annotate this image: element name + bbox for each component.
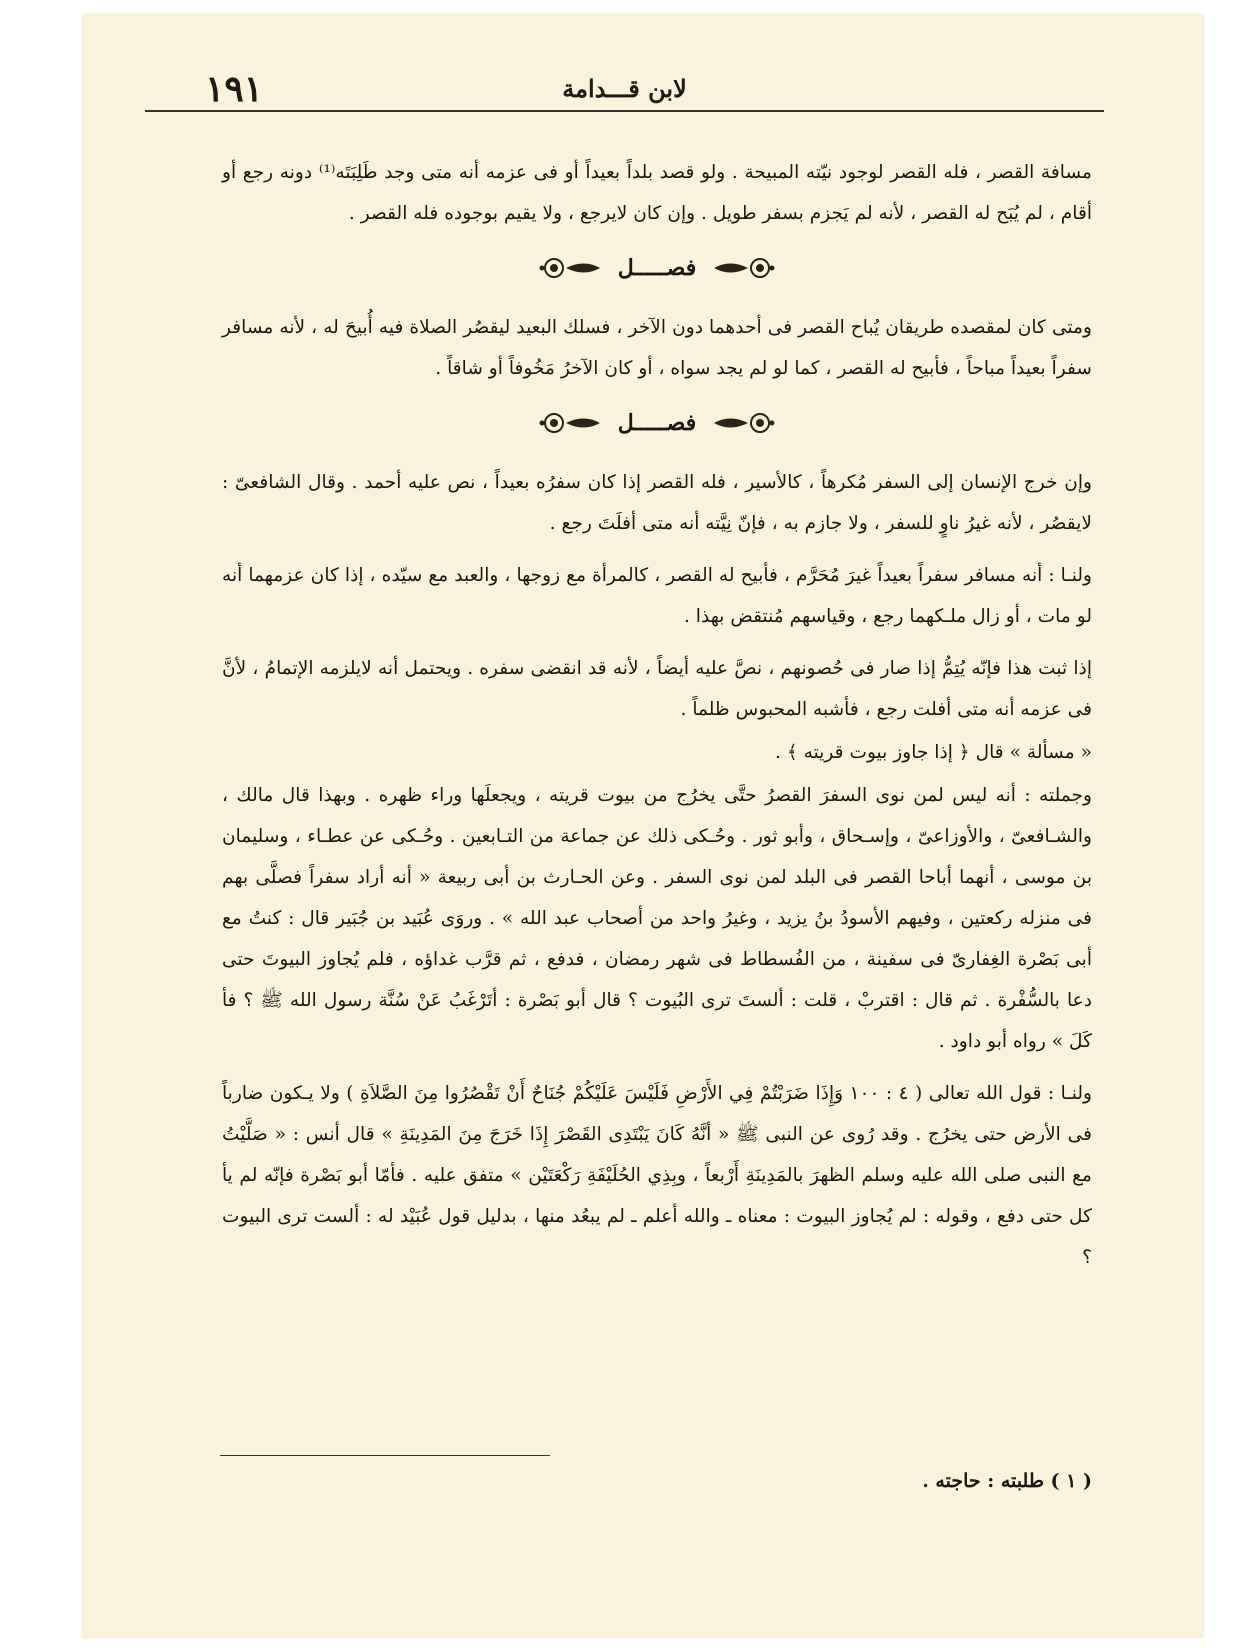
page-number: ١٩١ [205, 68, 264, 110]
section-heading-fasl-1 [222, 245, 1092, 291]
paragraph-7: وجملته : أنه ليس لمن نوى السفرَ القصرُ حتَّى يخرُج من بيوت قريته ، ويجعلَها وراء ظهره . وبهذا قال مالك ، والشـافعىّ ، والأوزاعىّ ، وإسـحاق ، وأبو ثور . وحُـكى ذلك عن جماعة من التـابعين . وحُـكى عن عطـاء ، وسليمان بن موسى ، أنهما أباحا القصر فى البلد لمن نوى السفر . وعن الحـارث بن أبى ربيعة « أنه أراد سفراً فصلَّى بهم فى منزله ركعتين ، وفيهم الأسودُ بنُ يزيد ، وغيرُ واحد من أصحاب عبد الله » . وروَى عُبَيد بن جُبَير قال : كنتُ مع أبى بَصْرة الغِفارىّ فى سفينة ، من الفُسطاط فى شهر رمضان ، فدفع ، ثم قرَّب غداؤه ، فلم يُجاوز البيوتَ حتى دعا بالسُّفْرة . ثم قال : اقتربْ ، قلت : ألستَ ترى البُيوت ؟ قال أبو بَصْرة : أتَرْغَبُ عَنْ سُنَّة رسول الله ﷺ ؟ فأ كَلَ » رواه أبو داود . [222, 785, 1092, 1052]
paragraph-2: ومتى كان لمقصده طريقان يُباح القصر فى أحدهما دون الآخر ، فسلك البعيد ليقصُر الصلاة فيه أُبيحَ له ، لأنه مسافر سفراً بعيداً مباحاً ، فأبيح له القصر ، كما لو لم يجد سواه ، أو كان الآخرُ مَخُوفاً أو شاقاً . [222, 317, 1092, 379]
page-header [145, 70, 1104, 112]
ornament-right-icon [712, 257, 778, 279]
ornament-right-icon [712, 412, 778, 434]
paragraph-1: مسافة القصر ، فله القصر لوجود نيّته المبيحة . ولو قصد بلداً بعيداً أو فى عزمه أنه متى وجد طَلِبَتَه⁽¹⁾ دونه رجع أو أقام ، لم يُبَح له القصر ، لأنه لم يَجزم بسفر طويل . وإن كان لايرجع ، ولا يقيم بوجوده فله القصر . [222, 162, 1093, 224]
footnote: ( ١ ) طلبته : حاجته . [922, 1470, 1092, 1492]
section-heading-fasl-2 [222, 400, 1092, 446]
section-title: فصـــــل [617, 254, 697, 281]
ornament-left-icon [536, 412, 602, 434]
section-title: فصـــــل [617, 409, 697, 436]
masala-heading: « مسألة » قال ﴿ إذا جاوز بيوت قريته ﴾ . [775, 742, 1092, 763]
paragraph-3: وإن خرج الإنسان إلى السفر مُكرهاً ، كالأسير ، فله القصر إذا كان سفرُه بعيداً ، نص عليه أحمد . وقال الشافعىّ : لايقصُر ، لأنه غيرُ ناوٍ للسفر ، ولا جازم به ، فإنّ نِيَّته أنه متى أفلَتَ رجع . [222, 472, 1092, 534]
body-text [222, 152, 1092, 1289]
ornament-left-icon [536, 257, 602, 279]
running-title: لابن قـــدامة [562, 74, 687, 103]
paragraph-4: ولنـا : أنه مسافر سفراً بعيداً غيرَ مُحَرَّم ، فأبيح له القصر ، كالمرأة مع زوجها ، والعبد مع سيّده ، إذا كان عزمهما أنه لو مات ، أو زال ملـكهما رجع ، وقياسهم مُنتقض بهذا . [222, 565, 1092, 627]
paragraph-8: ولنـا : قول الله تعالى ( ٤ : ١٠٠ وَإِذَا ضَرَبْتُمْ فِي الأَرْضِ فَلَيْسَ عَلَيْكُمْ جُنَاحٌ أَنْ تَقْصُرُوا مِنَ الصَّلاَةِ ) ولا يـكون ضارباً فى الأرض حتى يخرُج . وقد رُوى عن النبى ﷺ « أنَّهُ كَانَ يَبْتَدِى القَصْرَ إِذَا خَرَجَ مِنَ المَدِينَةِ » قال أنس : « صَلَّيْتُ مع النبى صلى الله عليه وسلم الظهرَ بالمَدِينَةِ أَرْبعاً ، وبِذِي الحُلَيْفَةِ رَكْعَتَيْن » متفق عليه . فأمّا أبو بَصْرة فإنّه لم يأ كل حتى دفع ، وقوله : لم يُجاوز البيوت : معناه ـ والله أعلم ـ لم يبعُد منها ، بدليل قول عُبَيْد له : ألست ترى البيوت ؟ [222, 1083, 1092, 1268]
paragraph-5: إذا ثبت هذا فإنّه يُتِمُّ إذا صار فى حُصونهم ، نصَّ عليه أيضاً ، لأنه قد انقضى سفره . ويحتمل أنه لايلزمه الإتمامُ ، لأنَّ فى عزمه أنه متى أفلت رجع ، فأشبه المحبوس ظلماً . [222, 658, 1092, 720]
footnote-divider [220, 1455, 550, 1456]
